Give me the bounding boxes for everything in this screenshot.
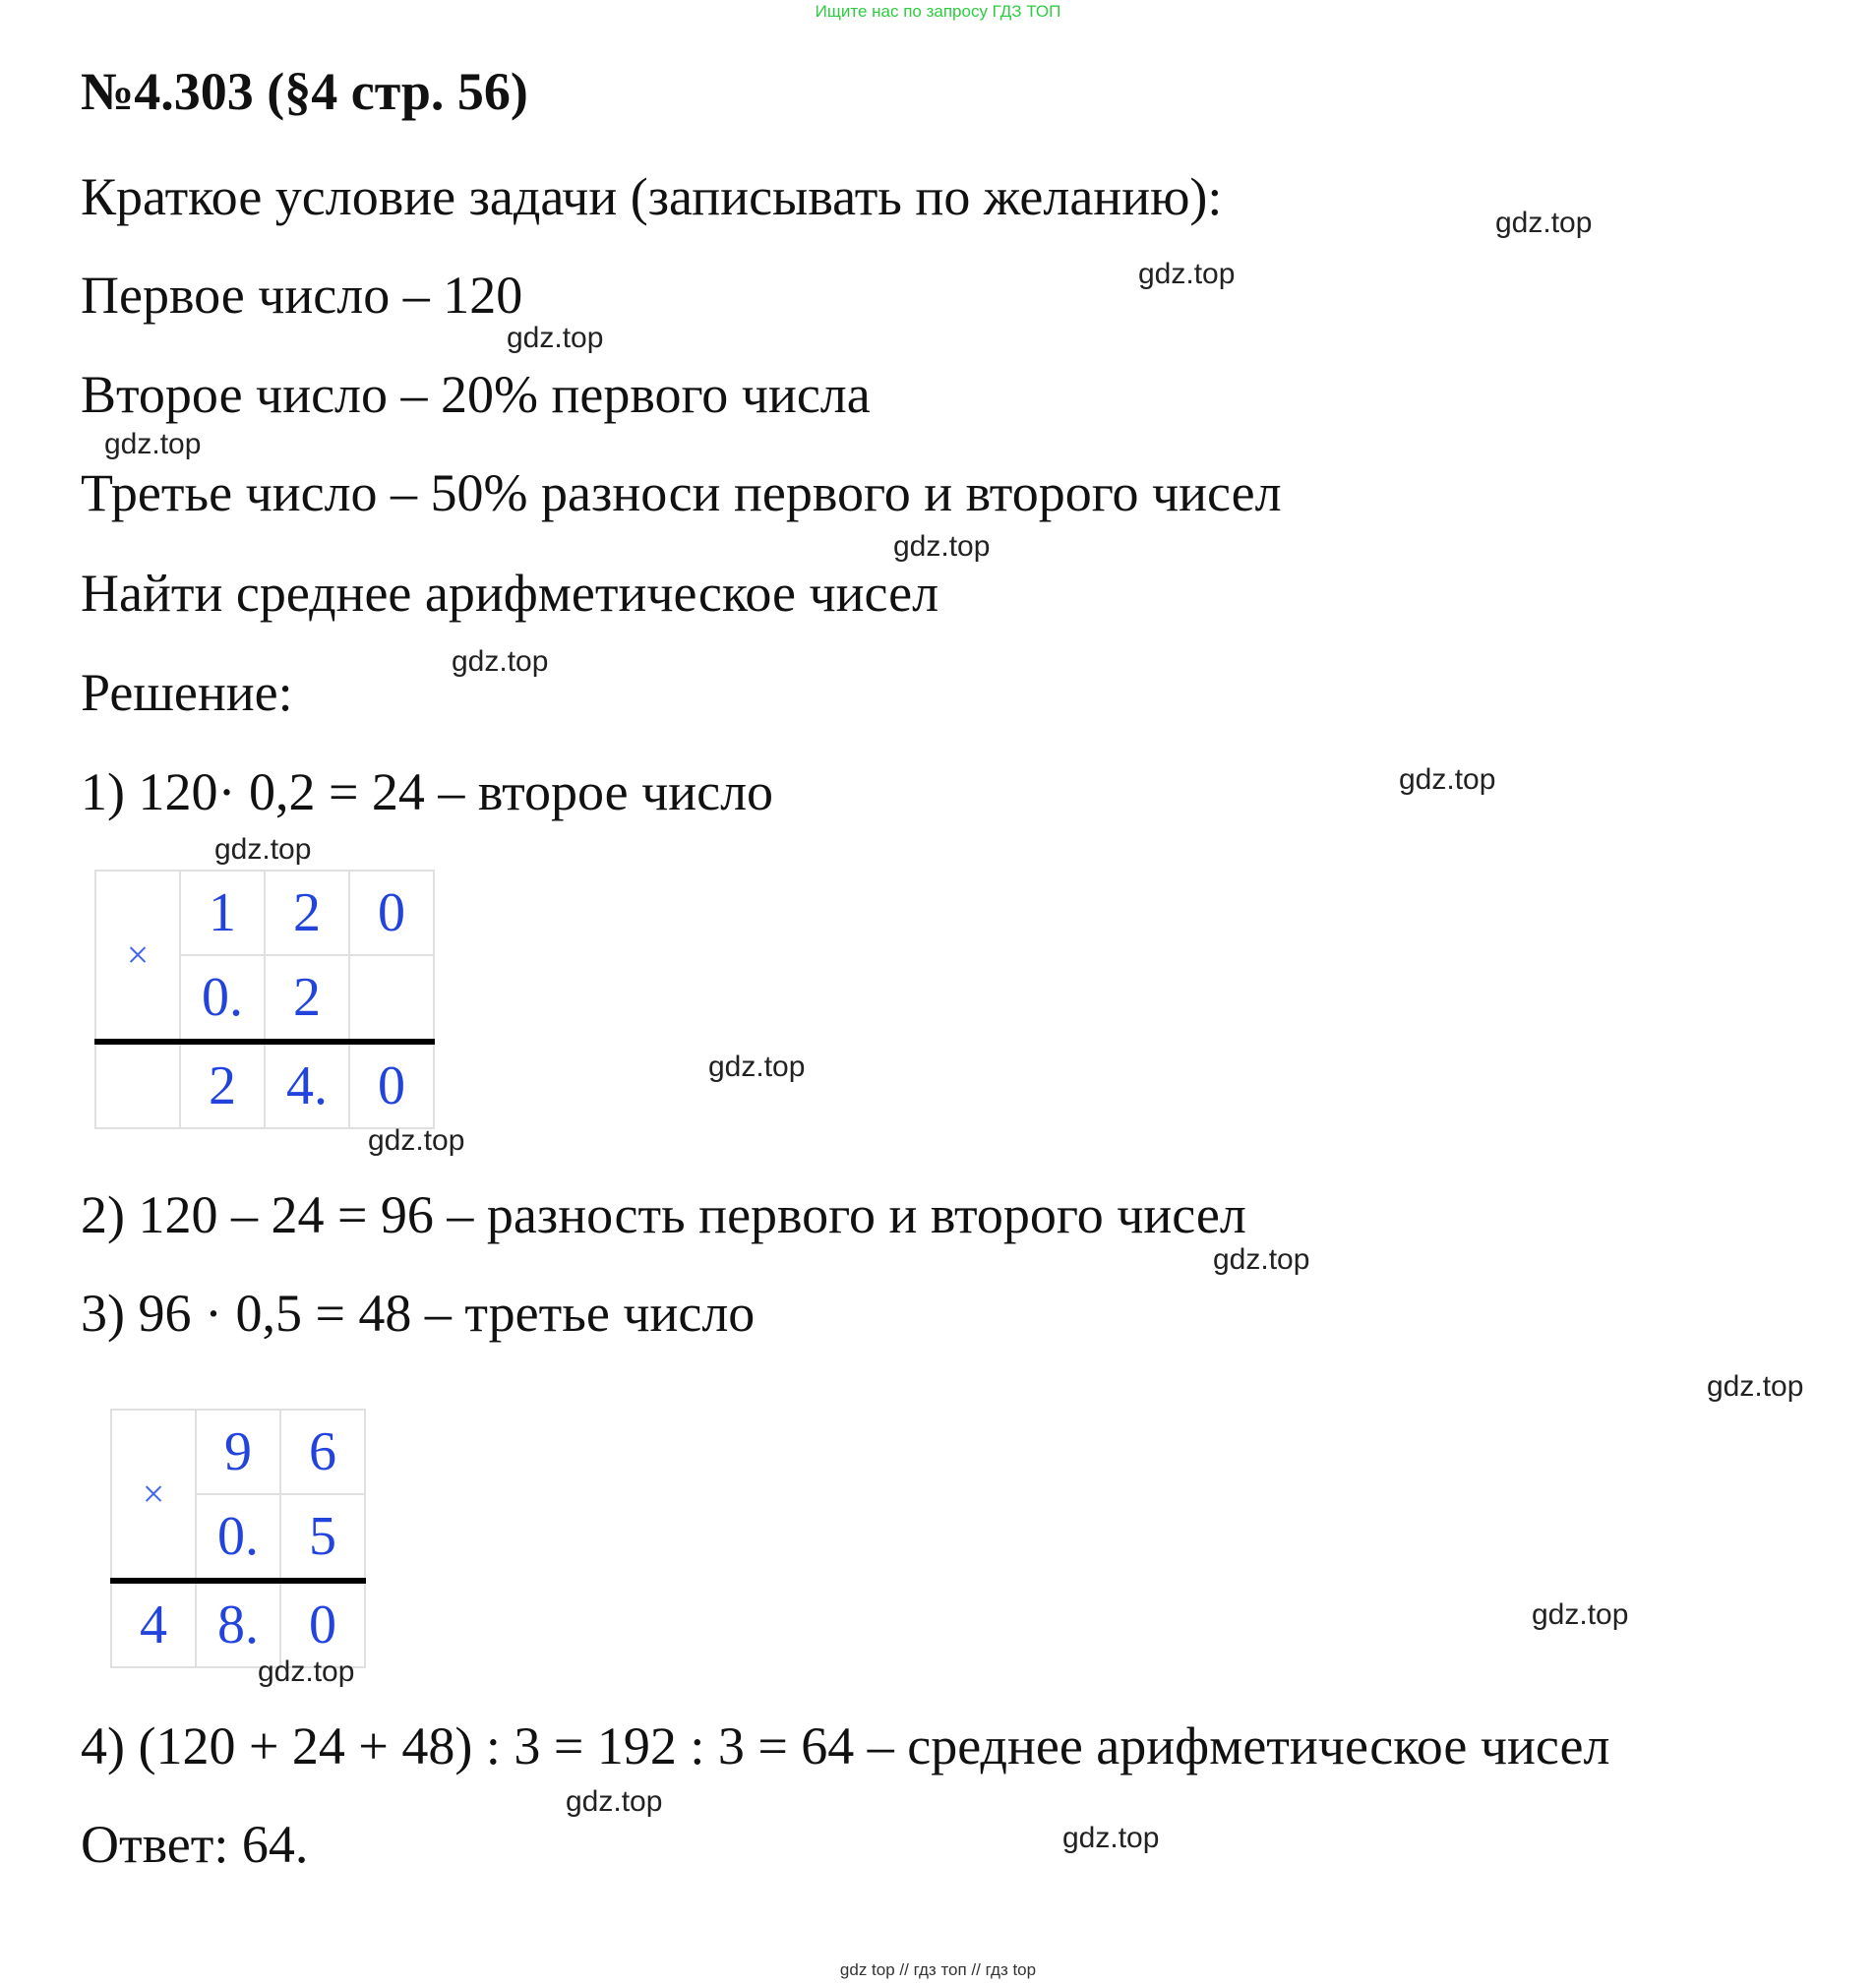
- digit-cell: 0: [280, 1581, 365, 1667]
- digit-cell: 0: [349, 1042, 434, 1128]
- digit-cell: 2: [265, 871, 349, 955]
- digit-cell: 2: [265, 955, 349, 1042]
- watermark: gdz.top: [1062, 1822, 1160, 1854]
- watermark: gdz.top: [258, 1655, 355, 1688]
- step-1: 1) 120· 0,2 = 24 – второе число: [81, 762, 774, 821]
- digit-cell: 9: [196, 1410, 280, 1494]
- digit-cell: 4: [111, 1581, 196, 1667]
- watermark: gdz.top: [1399, 763, 1496, 796]
- watermark: gdz.top: [1213, 1243, 1310, 1276]
- watermark: gdz.top: [368, 1124, 465, 1157]
- answer-line: Ответ: 64.: [81, 1815, 309, 1874]
- multiply-sign: ×: [111, 1410, 196, 1581]
- digit-cell: 4.: [265, 1042, 349, 1128]
- watermark: gdz.top: [1532, 1598, 1629, 1631]
- watermark: gdz.top: [708, 1051, 806, 1083]
- watermark: gdz.top: [1138, 258, 1236, 290]
- problem-title: №4.303 (§4 стр. 56): [81, 62, 528, 121]
- step-2: 2) 120 – 24 = 96 – разность первого и второго чисел: [81, 1185, 1246, 1244]
- multiplication-table-1: [94, 870, 435, 1129]
- watermark: gdz.top: [1495, 207, 1593, 239]
- digit-cell: 0: [349, 871, 434, 955]
- watermark: gdz.top: [214, 833, 312, 866]
- step-3: 3) 96 · 0,5 = 48 – третье число: [81, 1284, 756, 1343]
- third-number-line: Третье число – 50% разноси первого и второго чисел: [81, 463, 1282, 522]
- watermark: gdz.top: [566, 1785, 663, 1818]
- multiply-sign: ×: [95, 871, 180, 1042]
- digit-cell: 1: [180, 871, 265, 955]
- first-number-line: Первое число – 120: [81, 266, 523, 325]
- digit-cell: 8.: [196, 1581, 280, 1667]
- digit-cell: [349, 955, 434, 1042]
- watermark: gdz.top: [507, 322, 604, 354]
- watermark: gdz.top: [1707, 1370, 1804, 1403]
- digit-cell: 0.: [180, 955, 265, 1042]
- multiplication-table-2: [110, 1409, 366, 1668]
- step-4: 4) (120 + 24 + 48) : 3 = 192 : 3 = 64 – среднее арифметическое чисел: [81, 1716, 1610, 1775]
- condition-header: Краткое условие задачи (записывать по желанию):: [81, 167, 1223, 226]
- solution-header: Решение:: [81, 663, 293, 722]
- digit-cell: 5: [280, 1494, 365, 1581]
- watermark: gdz.top: [452, 645, 549, 678]
- second-number-line: Второе число – 20% первого числа: [81, 365, 871, 424]
- footer-text: gdz top // гдз топ // гдз top: [839, 1960, 1037, 1979]
- watermark: gdz.top: [104, 428, 202, 460]
- top-banner: Ищите нас по запросу ГДЗ ТОП: [815, 2, 1061, 21]
- watermark: gdz.top: [893, 530, 991, 563]
- digit-cell: 6: [280, 1410, 365, 1494]
- digit-cell: 2: [180, 1042, 265, 1128]
- find-line: Найти среднее арифметическое чисел: [81, 564, 939, 623]
- digit-cell: 0.: [196, 1494, 280, 1581]
- digit-cell: [95, 1042, 180, 1128]
